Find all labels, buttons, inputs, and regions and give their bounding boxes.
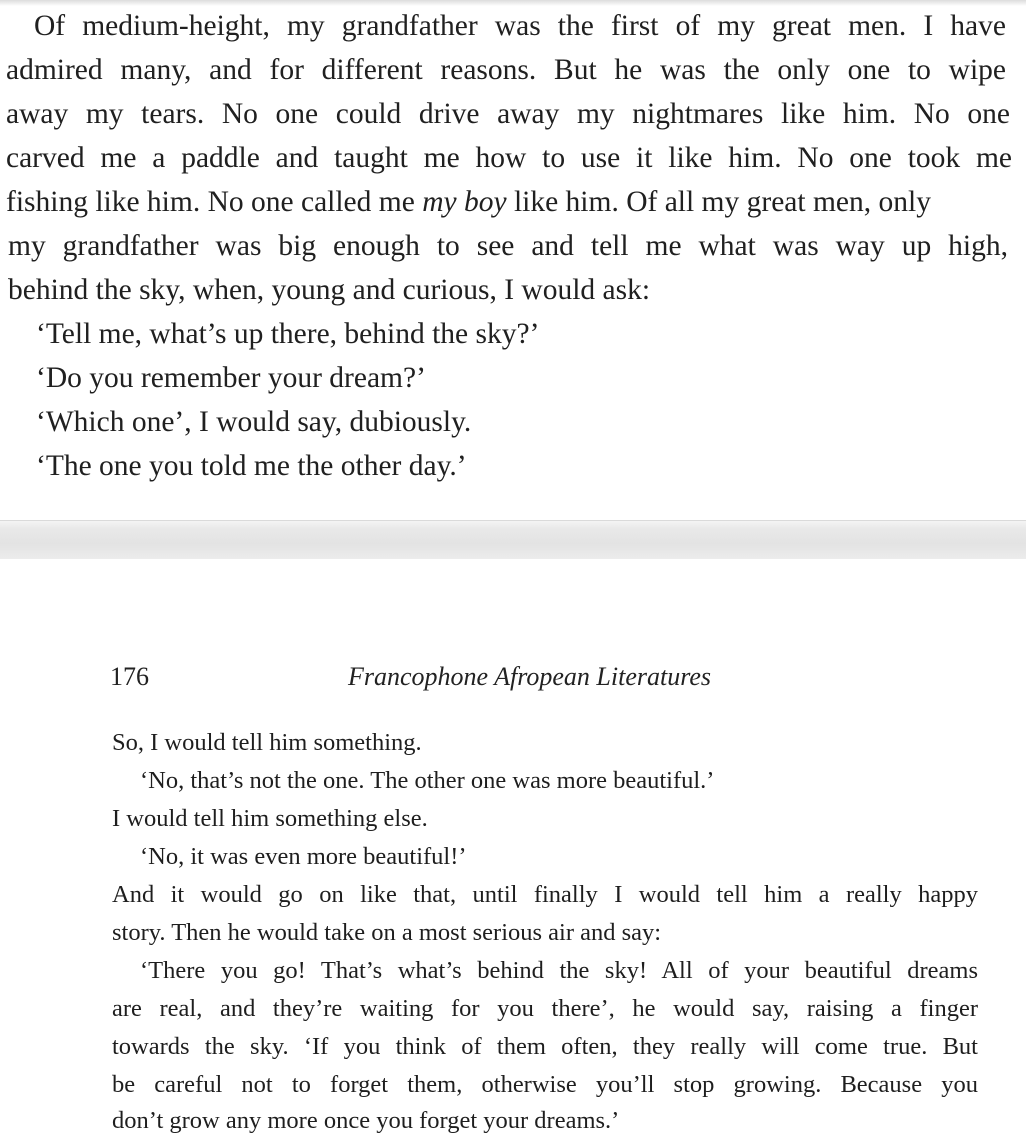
text-line: So, I would tell him something. — [112, 729, 422, 756]
text-line: admired many, and for different reasons. But he was the only one to wipe — [6, 54, 1006, 86]
page-number: 176 — [110, 662, 149, 691]
text-line: towards the sky. ‘If you think of them often, they really will come true. But — [112, 1033, 978, 1060]
dialogue-line: ‘The one you told me the other day.’ — [36, 450, 467, 482]
dialogue-line: ‘Tell me, what’s up there, behind the sky?’ — [36, 318, 540, 350]
upper-page — [0, 0, 1026, 520]
text-line: behind the sky, when, young and curious, I would ask: — [8, 274, 651, 306]
text-line: don’t grow any more once you forget your dreams.’ — [112, 1107, 620, 1134]
page-separator — [0, 520, 1026, 560]
text-line-with-italic — [6, 180, 931, 224]
text-line: Of medium-height, my grandfather was the first of my great men. I have — [34, 10, 1006, 42]
running-title: Francophone Afropean Literatures — [348, 662, 712, 691]
text-line: story. Then he would take on a most serious air and say: — [112, 919, 662, 946]
dialogue-line: ‘Which one’, I would say, dubiously. — [36, 406, 472, 438]
text-segment: like him. Of all my great men, only — [513, 186, 931, 218]
text-line: are real, and they’re waiting for you there’, he would say, raising a finger — [112, 995, 978, 1022]
text-line: I would tell him something else. — [112, 805, 428, 832]
dialogue-line: ‘No, it was even more beautiful!’ — [140, 843, 467, 870]
text-segment: fishing like him. No one called me — [6, 186, 415, 218]
text-line: And it would go on like that, until finally I would tell him a really happy — [112, 881, 978, 908]
text-line: carved me a paddle and taught me how to use it like him. No one took me — [6, 142, 1012, 174]
text-line: be careful not to forget them, otherwise you’ll stop growing. Because you — [112, 1071, 978, 1098]
text-line: away my tears. No one could drive away my nightmares like him. No one — [6, 98, 1010, 130]
dialogue-line: ‘There you go! That’s what’s behind the sky! All of your beautiful dreams — [140, 957, 978, 984]
italic-phrase: my boy — [422, 186, 507, 218]
dialogue-line: ‘No, that’s not the one. The other one was more beautiful.’ — [140, 767, 715, 794]
text-line: my grandfather was big enough to see and tell me what was way up high, — [8, 230, 1008, 262]
dialogue-line: ‘Do you remember your dream?’ — [36, 362, 426, 394]
